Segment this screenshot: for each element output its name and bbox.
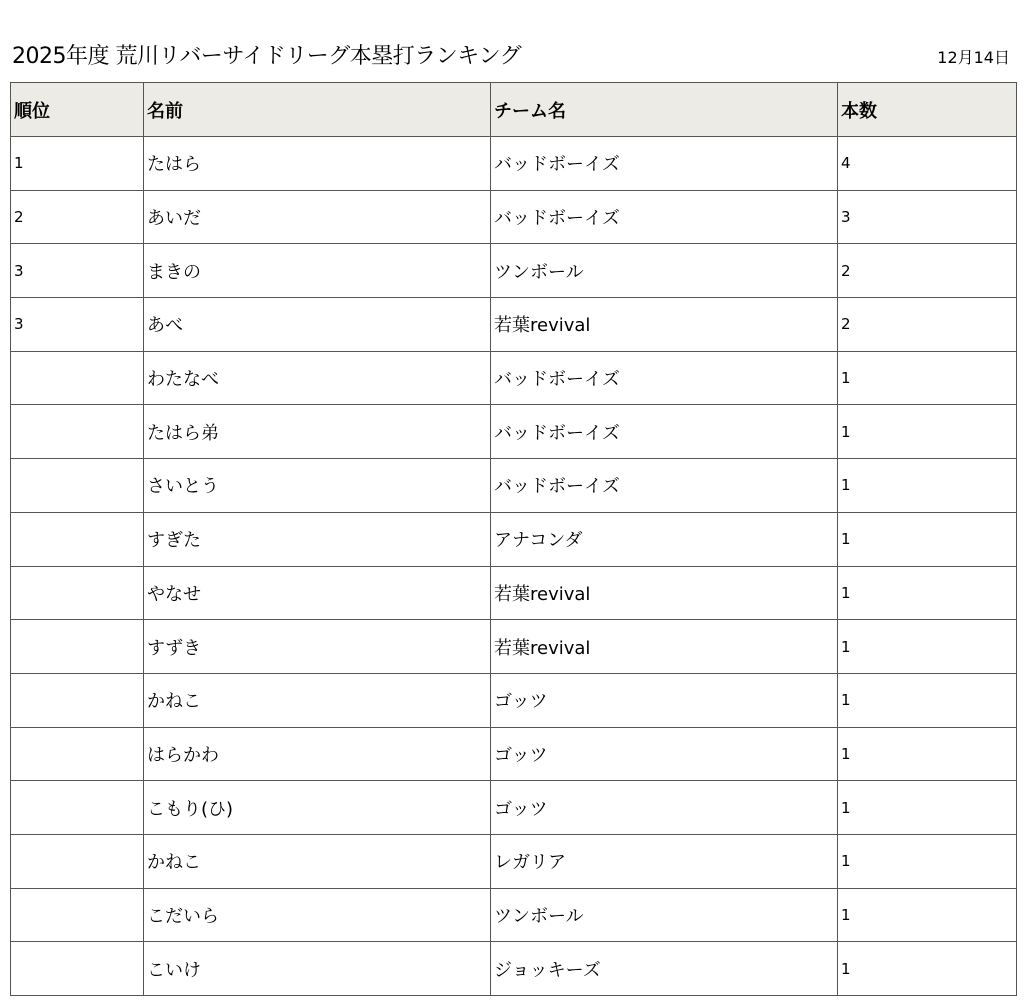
name-cell: あいだ <box>144 190 491 244</box>
count-cell: 2 <box>838 298 1017 352</box>
team-cell: バッドボーイズ <box>491 405 838 459</box>
rank-cell <box>11 727 144 781</box>
name-cell: やなせ <box>144 566 491 620</box>
count-cell: 1 <box>838 512 1017 566</box>
name-cell: あべ <box>144 298 491 352</box>
table-row <box>11 727 1017 781</box>
count-cell: 4 <box>838 137 1017 191</box>
count-cell: 2 <box>838 244 1017 298</box>
count-cell: 1 <box>838 888 1017 942</box>
team-cell: バッドボーイズ <box>491 190 838 244</box>
name-cell: かねこ <box>144 834 491 888</box>
page-header <box>12 42 1010 72</box>
team-cell: 若葉revival <box>491 298 838 352</box>
rank-cell <box>11 620 144 674</box>
name-cell: こだいら <box>144 888 491 942</box>
column-header-rank: 順位 <box>11 83 144 137</box>
team-cell: 若葉revival <box>491 566 838 620</box>
name-cell: かねこ <box>144 673 491 727</box>
table-row <box>11 781 1017 835</box>
team-cell: ゴッツ <box>491 781 838 835</box>
name-cell: はらかわ <box>144 727 491 781</box>
table-row <box>11 834 1017 888</box>
name-cell: たはら <box>144 137 491 191</box>
table-row <box>11 459 1017 513</box>
team-cell: レガリア <box>491 834 838 888</box>
name-cell: すずき <box>144 620 491 674</box>
team-cell: ジョッキーズ <box>491 942 838 996</box>
date-label: 12月14日 <box>937 48 1010 67</box>
rank-cell <box>11 673 144 727</box>
rank-cell: 3 <box>11 244 144 298</box>
name-cell: わたなべ <box>144 351 491 405</box>
rank-cell: 2 <box>11 190 144 244</box>
rank-cell <box>11 781 144 835</box>
table-row <box>11 942 1017 996</box>
column-header-team: チーム名 <box>491 83 838 137</box>
table-row <box>11 888 1017 942</box>
count-cell: 1 <box>838 834 1017 888</box>
table-row <box>11 351 1017 405</box>
team-cell: ゴッツ <box>491 673 838 727</box>
count-cell: 1 <box>838 727 1017 781</box>
team-cell: ゴッツ <box>491 727 838 781</box>
table-row <box>11 298 1017 352</box>
name-cell: さいとう <box>144 459 491 513</box>
rank-cell <box>11 512 144 566</box>
team-cell: バッドボーイズ <box>491 351 838 405</box>
team-cell: ツンボール <box>491 244 838 298</box>
table-row <box>11 512 1017 566</box>
name-cell: こもり(ひ) <box>144 781 491 835</box>
table-body <box>11 137 1017 996</box>
count-cell: 1 <box>838 942 1017 996</box>
name-cell: こいけ <box>144 942 491 996</box>
rank-cell <box>11 888 144 942</box>
table-row <box>11 405 1017 459</box>
count-cell: 1 <box>838 566 1017 620</box>
rank-cell <box>11 405 144 459</box>
team-cell: バッドボーイズ <box>491 459 838 513</box>
table-header <box>11 83 1017 137</box>
name-cell: まきの <box>144 244 491 298</box>
header-row <box>11 83 1017 137</box>
count-cell: 1 <box>838 673 1017 727</box>
team-cell: アナコンダ <box>491 512 838 566</box>
rank-cell: 1 <box>11 137 144 191</box>
team-cell: バッドボーイズ <box>491 137 838 191</box>
table-row <box>11 137 1017 191</box>
name-cell: たはら弟 <box>144 405 491 459</box>
table-row <box>11 620 1017 674</box>
count-cell: 3 <box>838 190 1017 244</box>
team-cell: 若葉revival <box>491 620 838 674</box>
table-row <box>11 190 1017 244</box>
rank-cell: 3 <box>11 298 144 352</box>
rank-cell <box>11 834 144 888</box>
page-title: 2025年度 荒川リバーサイドリーグ本塁打ランキング <box>12 44 522 69</box>
table-row <box>11 244 1017 298</box>
name-cell: すぎた <box>144 512 491 566</box>
ranking-table <box>10 82 1017 996</box>
rank-cell <box>11 566 144 620</box>
column-header-count: 本数 <box>838 83 1017 137</box>
count-cell: 1 <box>838 351 1017 405</box>
rank-cell <box>11 351 144 405</box>
count-cell: 1 <box>838 781 1017 835</box>
count-cell: 1 <box>838 459 1017 513</box>
rank-cell <box>11 459 144 513</box>
rank-cell <box>11 942 144 996</box>
count-cell: 1 <box>838 620 1017 674</box>
column-header-name: 名前 <box>144 83 491 137</box>
team-cell: ツンボール <box>491 888 838 942</box>
count-cell: 1 <box>838 405 1017 459</box>
table-row <box>11 673 1017 727</box>
table-row <box>11 566 1017 620</box>
